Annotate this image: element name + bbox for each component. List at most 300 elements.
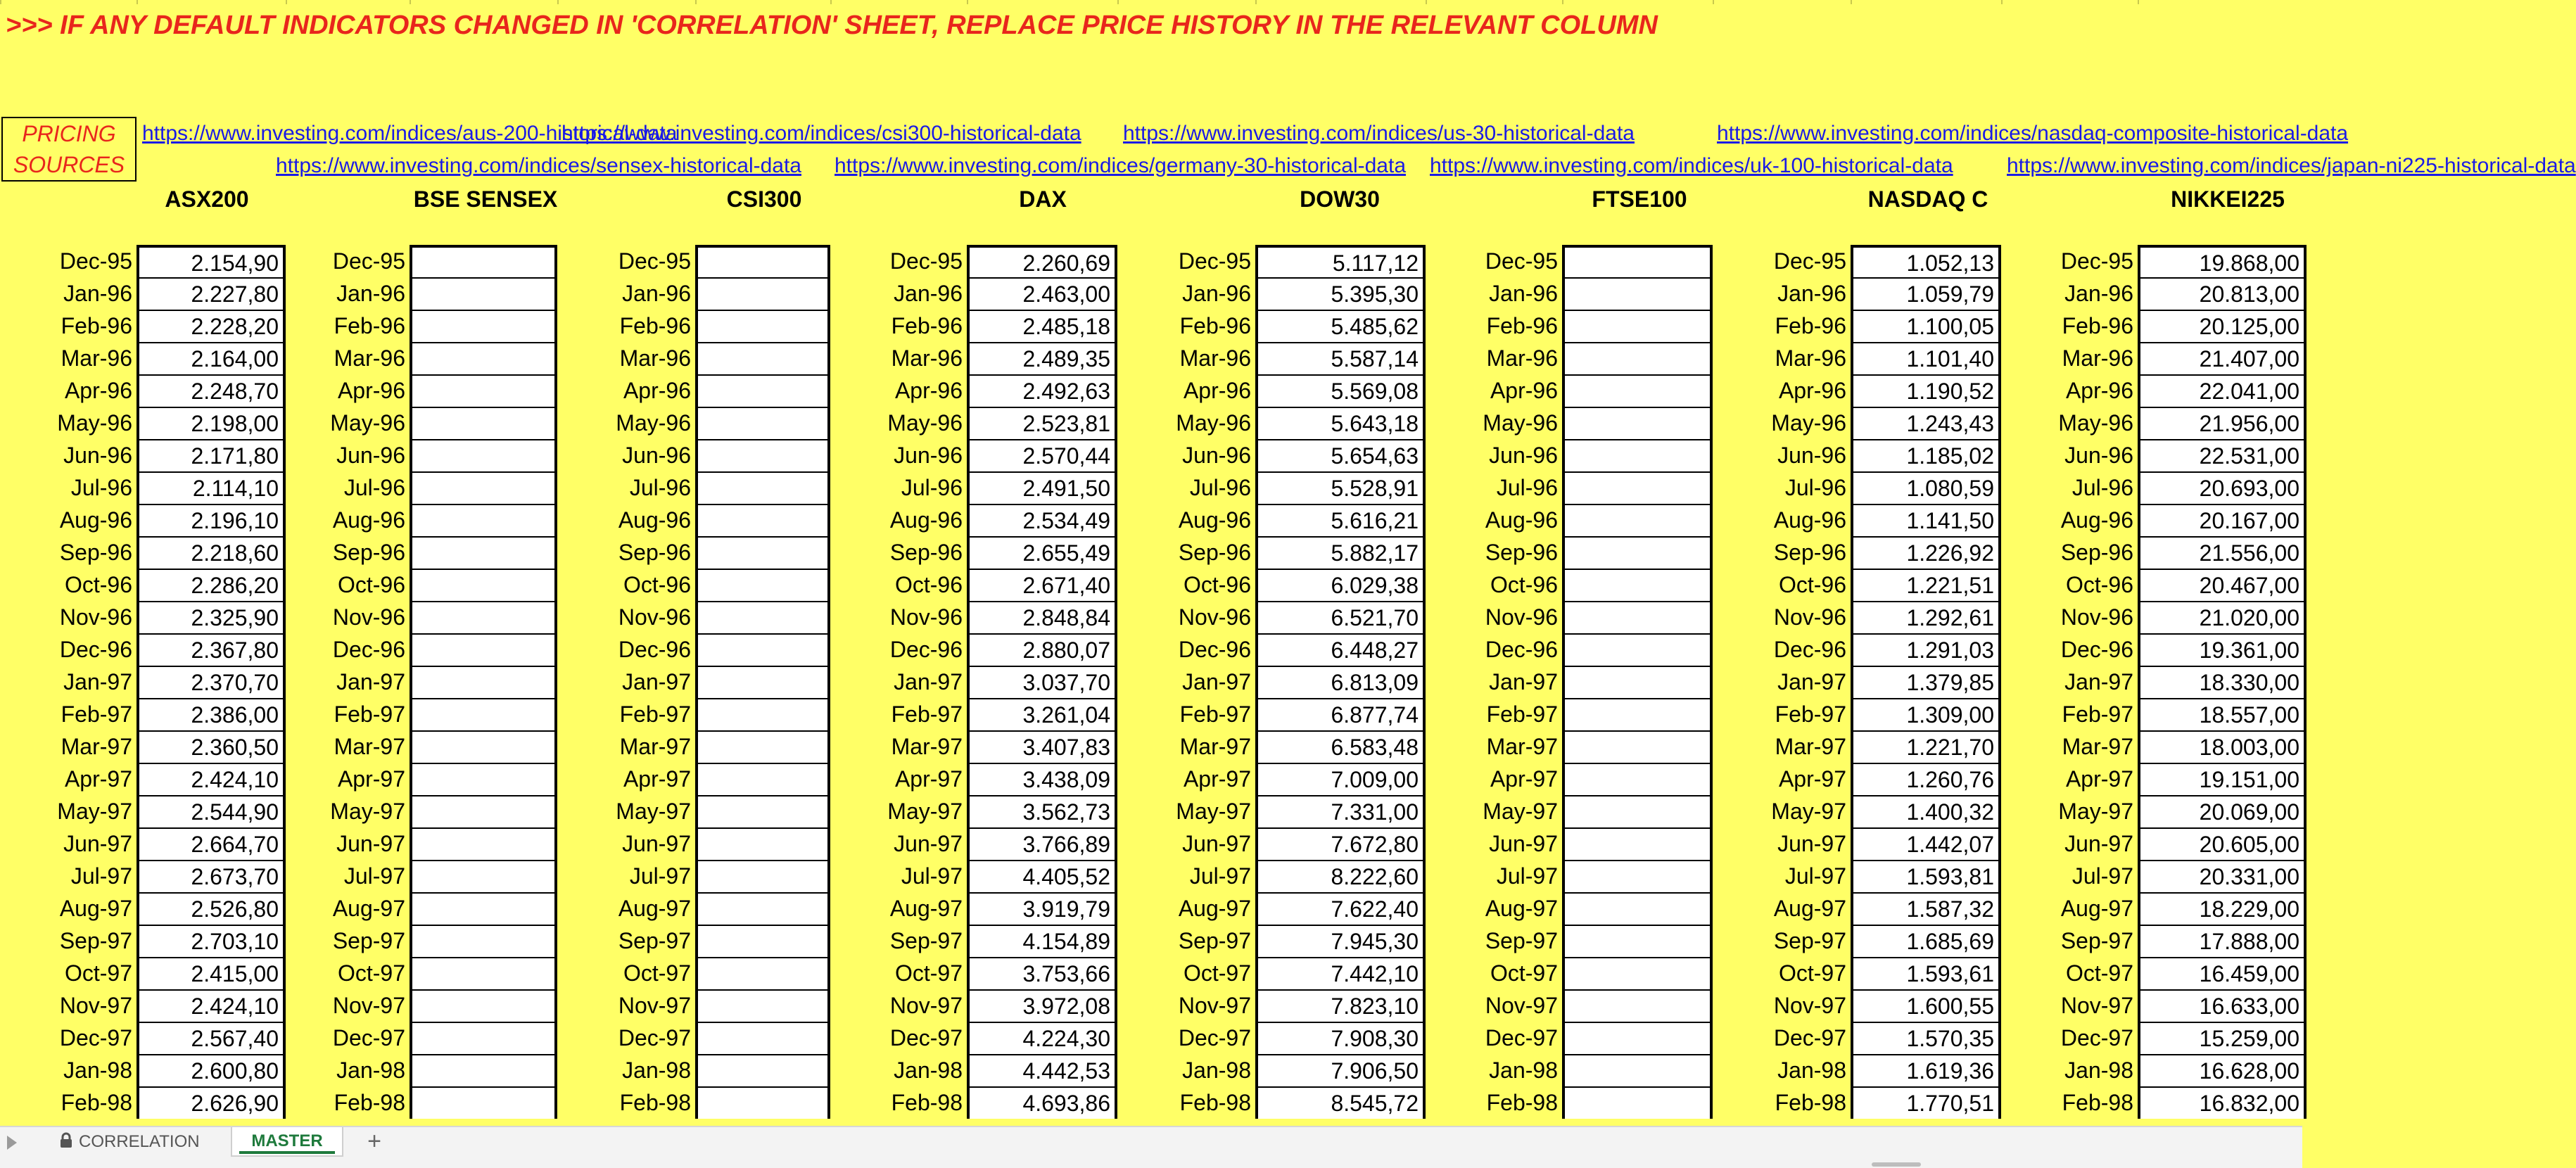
column-header-nikkei225[interactable]: NIKKEI225: [2171, 186, 2285, 212]
value-cell[interactable]: [412, 536, 554, 569]
value-cell[interactable]: [698, 407, 827, 439]
date-cell[interactable]: Jul-96: [1784, 475, 1846, 500]
value-cell[interactable]: 1.243,43: [1853, 407, 1998, 439]
date-cell[interactable]: Apr-97: [1778, 766, 1846, 792]
date-cell[interactable]: Apr-96: [894, 378, 963, 403]
value-cell[interactable]: [412, 342, 554, 374]
date-cell[interactable]: Jul-97: [901, 863, 963, 889]
value-cell[interactable]: 22.041,00: [2140, 374, 2304, 407]
value-cell[interactable]: [412, 925, 554, 957]
date-cell[interactable]: May-97: [1771, 799, 1846, 824]
value-cell[interactable]: 8.545,72: [1258, 1086, 1423, 1119]
value-cell[interactable]: 4.154,89: [970, 925, 1115, 957]
date-cell[interactable]: Jul-97: [343, 863, 405, 889]
value-cell[interactable]: 2.360,50: [139, 730, 283, 763]
date-cell[interactable]: Dec-96: [889, 637, 963, 662]
link-nikkei225[interactable]: https://www.investing.com/indices/japan-ni225-historical-data: [2007, 154, 2576, 177]
value-cell[interactable]: 1.080,59: [1853, 471, 1998, 504]
date-cell[interactable]: Jun-96: [1777, 443, 1846, 468]
date-cell[interactable]: Sep-96: [1178, 540, 1251, 565]
date-cell[interactable]: Dec-97: [332, 1025, 405, 1050]
value-cell[interactable]: 5.485,62: [1258, 310, 1423, 342]
date-cell[interactable]: Jun-96: [63, 443, 132, 468]
value-cell[interactable]: 2.485,18: [970, 310, 1115, 342]
date-cell[interactable]: Jul-96: [1189, 475, 1251, 500]
date-cell[interactable]: Feb-96: [891, 313, 963, 338]
date-cell[interactable]: Dec-96: [1178, 637, 1251, 662]
value-cell[interactable]: [1565, 892, 1710, 925]
value-cell[interactable]: [412, 827, 554, 860]
value-cell[interactable]: 1.226,92: [1853, 536, 1998, 569]
value-cell[interactable]: [412, 407, 554, 439]
date-cell[interactable]: Jun-97: [622, 831, 691, 856]
value-cell[interactable]: 4.224,30: [970, 1022, 1115, 1054]
date-cell[interactable]: Jan-98: [894, 1058, 963, 1083]
value-cell[interactable]: 2.491,50: [970, 471, 1115, 504]
value-cell[interactable]: 7.908,30: [1258, 1022, 1423, 1054]
value-cell[interactable]: [1565, 1054, 1710, 1086]
date-cell[interactable]: Feb-97: [891, 702, 963, 727]
date-cell[interactable]: Oct-97: [2065, 960, 2133, 986]
date-cell[interactable]: Feb-97: [1775, 702, 1846, 727]
date-cell[interactable]: Dec-95: [618, 248, 691, 274]
column-header-asx200[interactable]: ASX200: [165, 186, 249, 212]
value-cell[interactable]: [698, 277, 827, 310]
value-cell[interactable]: 18.330,00: [2140, 666, 2304, 698]
date-cell[interactable]: Apr-97: [623, 766, 691, 792]
date-cell[interactable]: Apr-96: [2065, 378, 2133, 403]
value-cell[interactable]: 16.459,00: [2140, 957, 2304, 989]
date-cell[interactable]: Oct-97: [64, 960, 132, 986]
value-cell[interactable]: [1565, 601, 1710, 633]
date-cell[interactable]: Sep-97: [618, 928, 691, 953]
value-cell[interactable]: 6.029,38: [1258, 569, 1423, 601]
date-cell[interactable]: Sep-97: [1773, 928, 1846, 953]
date-cell[interactable]: Dec-97: [1485, 1025, 1558, 1050]
value-cell[interactable]: [698, 536, 827, 569]
date-cell[interactable]: May-97: [330, 799, 405, 824]
date-cell[interactable]: Nov-96: [618, 604, 691, 630]
value-cell[interactable]: [698, 310, 827, 342]
value-cell[interactable]: 1.309,00: [1853, 698, 1998, 730]
value-cell[interactable]: 4.405,52: [970, 860, 1115, 892]
date-cell[interactable]: Oct-96: [1778, 572, 1846, 597]
value-cell[interactable]: 2.424,10: [139, 989, 283, 1022]
date-cell[interactable]: Aug-96: [618, 507, 691, 533]
link-dow30[interactable]: https://www.investing.com/indices/us-30-historical-data: [1123, 122, 1635, 145]
date-cell[interactable]: Sep-97: [332, 928, 405, 953]
date-cell[interactable]: Jan-98: [336, 1058, 405, 1083]
date-cell[interactable]: Mar-96: [619, 345, 691, 371]
value-cell[interactable]: [698, 342, 827, 374]
date-cell[interactable]: Jan-96: [1182, 281, 1251, 306]
date-cell[interactable]: May-97: [616, 799, 691, 824]
value-cell[interactable]: 5.654,63: [1258, 439, 1423, 471]
value-cell[interactable]: [1565, 277, 1710, 310]
date-cell[interactable]: Apr-96: [623, 378, 691, 403]
date-cell[interactable]: Apr-97: [2065, 766, 2133, 792]
date-cell[interactable]: Feb-98: [1486, 1090, 1558, 1115]
date-cell[interactable]: Mar-96: [1775, 345, 1846, 371]
value-cell[interactable]: [412, 1054, 554, 1086]
value-cell[interactable]: 6.877,74: [1258, 698, 1423, 730]
value-cell[interactable]: [1565, 1022, 1710, 1054]
date-cell[interactable]: Dec-95: [1773, 248, 1846, 274]
value-cell[interactable]: [412, 277, 554, 310]
value-cell[interactable]: 21.556,00: [2140, 536, 2304, 569]
date-cell[interactable]: Mar-96: [61, 345, 132, 371]
date-cell[interactable]: Sep-97: [2060, 928, 2133, 953]
date-cell[interactable]: Dec-95: [2060, 248, 2133, 274]
date-cell[interactable]: Oct-96: [64, 572, 132, 597]
date-cell[interactable]: Jan-96: [1777, 281, 1846, 306]
value-cell[interactable]: [412, 892, 554, 925]
value-cell[interactable]: [698, 633, 827, 666]
link-nasdaq[interactable]: https://www.investing.com/indices/nasdaq-composite-historical-data: [1717, 122, 2349, 145]
value-cell[interactable]: [698, 860, 827, 892]
date-cell[interactable]: Dec-95: [1485, 248, 1558, 274]
date-cell[interactable]: Apr-97: [64, 766, 132, 792]
date-cell[interactable]: Mar-97: [1486, 734, 1558, 759]
value-cell[interactable]: 1.570,35: [1853, 1022, 1998, 1054]
value-cell[interactable]: [698, 827, 827, 860]
date-cell[interactable]: Jan-96: [2064, 281, 2133, 306]
date-cell[interactable]: Oct-97: [623, 960, 691, 986]
date-cell[interactable]: Nov-96: [889, 604, 963, 630]
date-cell[interactable]: Nov-96: [59, 604, 132, 630]
date-cell[interactable]: Feb-96: [619, 313, 691, 338]
date-cell[interactable]: Mar-96: [891, 345, 963, 371]
date-cell[interactable]: Dec-97: [889, 1025, 963, 1050]
value-cell[interactable]: 2.196,10: [139, 504, 283, 536]
date-cell[interactable]: May-96: [887, 410, 963, 436]
date-cell[interactable]: Aug-96: [1485, 507, 1558, 533]
date-cell[interactable]: Sep-96: [332, 540, 405, 565]
date-cell[interactable]: Jul-97: [70, 863, 132, 889]
date-cell[interactable]: Oct-97: [337, 960, 405, 986]
value-cell[interactable]: 1.052,13: [1853, 245, 1998, 277]
value-cell[interactable]: [412, 989, 554, 1022]
date-cell[interactable]: May-96: [57, 410, 132, 436]
value-cell[interactable]: 16.628,00: [2140, 1054, 2304, 1086]
value-cell[interactable]: 2.626,90: [139, 1086, 283, 1119]
value-cell[interactable]: [698, 471, 827, 504]
value-cell[interactable]: 5.587,14: [1258, 342, 1423, 374]
value-cell[interactable]: 6.583,48: [1258, 730, 1423, 763]
date-cell[interactable]: Jan-98: [63, 1058, 132, 1083]
value-cell[interactable]: 1.221,51: [1853, 569, 1998, 601]
date-cell[interactable]: Oct-96: [1183, 572, 1251, 597]
value-cell[interactable]: 2.570,44: [970, 439, 1115, 471]
date-cell[interactable]: Jul-96: [2071, 475, 2133, 500]
date-cell[interactable]: Jan-97: [63, 669, 132, 694]
value-cell[interactable]: 2.523,81: [970, 407, 1115, 439]
date-cell[interactable]: Sep-96: [889, 540, 963, 565]
date-cell[interactable]: Jul-96: [343, 475, 405, 500]
value-cell[interactable]: 7.906,50: [1258, 1054, 1423, 1086]
date-cell[interactable]: May-96: [616, 410, 691, 436]
value-cell[interactable]: 1.770,51: [1853, 1086, 1998, 1119]
value-cell[interactable]: 21.020,00: [2140, 601, 2304, 633]
date-cell[interactable]: May-97: [887, 799, 963, 824]
value-cell[interactable]: 2.655,49: [970, 536, 1115, 569]
value-cell[interactable]: 20.331,00: [2140, 860, 2304, 892]
value-cell[interactable]: 18.557,00: [2140, 698, 2304, 730]
value-cell[interactable]: 7.009,00: [1258, 763, 1423, 795]
value-cell[interactable]: 8.222,60: [1258, 860, 1423, 892]
value-cell[interactable]: 2.664,70: [139, 827, 283, 860]
date-cell[interactable]: Apr-96: [64, 378, 132, 403]
value-cell[interactable]: 1.593,81: [1853, 860, 1998, 892]
date-cell[interactable]: Jan-96: [622, 281, 691, 306]
date-cell[interactable]: Nov-97: [1178, 993, 1251, 1018]
date-cell[interactable]: Apr-97: [1490, 766, 1558, 792]
date-cell[interactable]: Mar-97: [891, 734, 963, 759]
date-cell[interactable]: Oct-96: [337, 572, 405, 597]
date-cell[interactable]: Jan-98: [2064, 1058, 2133, 1083]
date-cell[interactable]: Aug-97: [332, 896, 405, 921]
value-cell[interactable]: 19.868,00: [2140, 245, 2304, 277]
link-ftse100[interactable]: https://www.investing.com/indices/uk-100-historical-data: [1430, 154, 1953, 177]
date-cell[interactable]: Jul-97: [1496, 863, 1558, 889]
tab-master[interactable]: MASTER: [231, 1127, 343, 1157]
date-cell[interactable]: Nov-96: [2060, 604, 2133, 630]
date-cell[interactable]: Jun-97: [1489, 831, 1558, 856]
date-cell[interactable]: May-97: [1483, 799, 1558, 824]
date-cell[interactable]: Feb-98: [619, 1090, 691, 1115]
date-cell[interactable]: Nov-97: [1773, 993, 1846, 1018]
date-cell[interactable]: Jun-97: [1182, 831, 1251, 856]
value-cell[interactable]: 2.228,20: [139, 310, 283, 342]
value-cell[interactable]: [698, 245, 827, 277]
value-cell[interactable]: 20.467,00: [2140, 569, 2304, 601]
value-cell[interactable]: 2.248,70: [139, 374, 283, 407]
value-cell[interactable]: 2.424,10: [139, 763, 283, 795]
date-cell[interactable]: Apr-96: [337, 378, 405, 403]
date-cell[interactable]: Jun-97: [336, 831, 405, 856]
value-cell[interactable]: [1565, 374, 1710, 407]
value-cell[interactable]: 2.567,40: [139, 1022, 283, 1054]
value-cell[interactable]: [1565, 310, 1710, 342]
date-cell[interactable]: Aug-96: [59, 507, 132, 533]
value-cell[interactable]: 1.442,07: [1853, 827, 1998, 860]
value-cell[interactable]: [1565, 925, 1710, 957]
value-cell[interactable]: 5.117,12: [1258, 245, 1423, 277]
date-cell[interactable]: Apr-96: [1490, 378, 1558, 403]
date-cell[interactable]: Dec-97: [618, 1025, 691, 1050]
link-csi300[interactable]: https://www.investing.com/indices/csi300-historical-data: [561, 122, 1081, 145]
value-cell[interactable]: 19.361,00: [2140, 633, 2304, 666]
date-cell[interactable]: Oct-97: [1778, 960, 1846, 986]
date-cell[interactable]: Dec-95: [59, 248, 132, 274]
date-cell[interactable]: Dec-96: [1485, 637, 1558, 662]
date-cell[interactable]: Jun-96: [2064, 443, 2133, 468]
value-cell[interactable]: 22.531,00: [2140, 439, 2304, 471]
value-cell[interactable]: [412, 439, 554, 471]
column-header-dow30[interactable]: DOW30: [1300, 186, 1380, 212]
value-cell[interactable]: 5.882,17: [1258, 536, 1423, 569]
date-cell[interactable]: Aug-97: [1773, 896, 1846, 921]
date-cell[interactable]: Nov-96: [332, 604, 405, 630]
value-cell[interactable]: [412, 957, 554, 989]
value-cell[interactable]: 2.534,49: [970, 504, 1115, 536]
date-cell[interactable]: Jun-97: [1777, 831, 1846, 856]
value-cell[interactable]: 20.069,00: [2140, 795, 2304, 827]
value-cell[interactable]: 6.448,27: [1258, 633, 1423, 666]
date-cell[interactable]: Feb-97: [619, 702, 691, 727]
value-cell[interactable]: 17.888,00: [2140, 925, 2304, 957]
value-cell[interactable]: [1565, 957, 1710, 989]
value-cell[interactable]: 1.600,55: [1853, 989, 1998, 1022]
value-cell[interactable]: 1.291,03: [1853, 633, 1998, 666]
value-cell[interactable]: 1.059,79: [1853, 277, 1998, 310]
value-cell[interactable]: 1.100,05: [1853, 310, 1998, 342]
date-cell[interactable]: Jan-97: [1489, 669, 1558, 694]
date-cell[interactable]: Jan-97: [2064, 669, 2133, 694]
date-cell[interactable]: Jul-97: [629, 863, 691, 889]
value-cell[interactable]: 20.167,00: [2140, 504, 2304, 536]
date-cell[interactable]: May-96: [1483, 410, 1558, 436]
value-cell[interactable]: 2.367,80: [139, 633, 283, 666]
value-cell[interactable]: 2.386,00: [139, 698, 283, 730]
date-cell[interactable]: Aug-96: [889, 507, 963, 533]
value-cell[interactable]: [412, 698, 554, 730]
value-cell[interactable]: [412, 666, 554, 698]
value-cell[interactable]: 3.972,08: [970, 989, 1115, 1022]
date-cell[interactable]: Jul-96: [1496, 475, 1558, 500]
value-cell[interactable]: 20.605,00: [2140, 827, 2304, 860]
value-cell[interactable]: 16.832,00: [2140, 1086, 2304, 1119]
date-cell[interactable]: Dec-95: [1178, 248, 1251, 274]
value-cell[interactable]: [412, 1086, 554, 1119]
date-cell[interactable]: Sep-97: [1485, 928, 1558, 953]
date-cell[interactable]: Feb-98: [2062, 1090, 2133, 1115]
date-cell[interactable]: Feb-97: [1179, 702, 1251, 727]
value-cell[interactable]: 18.003,00: [2140, 730, 2304, 763]
value-cell[interactable]: 2.171,80: [139, 439, 283, 471]
date-cell[interactable]: Aug-97: [1178, 896, 1251, 921]
link-asx200[interactable]: https://www.investing.com/indices/aus-200-historical-data: [142, 122, 678, 145]
value-cell[interactable]: 2.415,00: [139, 957, 283, 989]
date-cell[interactable]: Nov-97: [618, 993, 691, 1018]
value-cell[interactable]: [1565, 1086, 1710, 1119]
date-cell[interactable]: Sep-96: [618, 540, 691, 565]
value-cell[interactable]: [412, 633, 554, 666]
date-cell[interactable]: Jul-97: [1189, 863, 1251, 889]
date-cell[interactable]: Apr-96: [1778, 378, 1846, 403]
column-header-dax[interactable]: DAX: [1019, 186, 1067, 212]
value-cell[interactable]: [698, 1086, 827, 1119]
value-cell[interactable]: 1.190,52: [1853, 374, 1998, 407]
value-cell[interactable]: 2.325,90: [139, 601, 283, 633]
date-cell[interactable]: Mar-96: [334, 345, 405, 371]
date-cell[interactable]: Feb-97: [61, 702, 132, 727]
date-cell[interactable]: Jan-97: [894, 669, 963, 694]
date-cell[interactable]: Aug-96: [1773, 507, 1846, 533]
date-cell[interactable]: Sep-96: [59, 540, 132, 565]
value-cell[interactable]: 2.164,00: [139, 342, 283, 374]
value-cell[interactable]: 20.813,00: [2140, 277, 2304, 310]
date-cell[interactable]: Oct-96: [2065, 572, 2133, 597]
value-cell[interactable]: 7.823,10: [1258, 989, 1423, 1022]
value-cell[interactable]: [412, 763, 554, 795]
date-cell[interactable]: Jun-96: [336, 443, 405, 468]
value-cell[interactable]: 21.956,00: [2140, 407, 2304, 439]
date-cell[interactable]: Jul-96: [70, 475, 132, 500]
value-cell[interactable]: 5.395,30: [1258, 277, 1423, 310]
date-cell[interactable]: Oct-96: [894, 572, 963, 597]
date-cell[interactable]: Feb-96: [1775, 313, 1846, 338]
value-cell[interactable]: 2.154,90: [139, 245, 283, 277]
value-cell[interactable]: [412, 569, 554, 601]
value-cell[interactable]: 3.037,70: [970, 666, 1115, 698]
date-cell[interactable]: Jul-96: [629, 475, 691, 500]
value-cell[interactable]: 3.438,09: [970, 763, 1115, 795]
date-cell[interactable]: Mar-97: [619, 734, 691, 759]
date-cell[interactable]: Apr-97: [1183, 766, 1251, 792]
date-cell[interactable]: Dec-96: [1773, 637, 1846, 662]
value-cell[interactable]: [1565, 827, 1710, 860]
date-cell[interactable]: Aug-96: [1178, 507, 1251, 533]
column-header-bse-sensex[interactable]: BSE SENSEX: [413, 186, 558, 212]
link-dax[interactable]: https://www.investing.com/indices/germany-30-historical-data: [835, 154, 1407, 177]
date-cell[interactable]: Oct-97: [1183, 960, 1251, 986]
date-cell[interactable]: Sep-96: [2060, 540, 2133, 565]
value-cell[interactable]: 1.619,36: [1853, 1054, 1998, 1086]
value-cell[interactable]: 2.544,90: [139, 795, 283, 827]
value-cell[interactable]: [412, 504, 554, 536]
date-cell[interactable]: Feb-98: [1775, 1090, 1846, 1115]
value-cell[interactable]: [698, 925, 827, 957]
horizontal-scrollbar[interactable]: [1872, 1162, 1921, 1167]
value-cell[interactable]: [1565, 245, 1710, 277]
value-cell[interactable]: 3.407,83: [970, 730, 1115, 763]
date-cell[interactable]: Jan-96: [63, 281, 132, 306]
date-cell[interactable]: Jun-97: [894, 831, 963, 856]
date-cell[interactable]: Feb-96: [1486, 313, 1558, 338]
date-cell[interactable]: Mar-97: [2062, 734, 2133, 759]
date-cell[interactable]: Feb-96: [1179, 313, 1251, 338]
value-cell[interactable]: 2.671,40: [970, 569, 1115, 601]
date-cell[interactable]: Feb-96: [334, 313, 405, 338]
value-cell[interactable]: 1.221,70: [1853, 730, 1998, 763]
date-cell[interactable]: Feb-96: [61, 313, 132, 338]
date-cell[interactable]: Feb-97: [334, 702, 405, 727]
value-cell[interactable]: 3.562,73: [970, 795, 1115, 827]
date-cell[interactable]: Dec-97: [59, 1025, 132, 1050]
value-cell[interactable]: [1565, 860, 1710, 892]
date-cell[interactable]: Aug-96: [2060, 507, 2133, 533]
date-cell[interactable]: Apr-96: [1183, 378, 1251, 403]
date-cell[interactable]: Sep-97: [889, 928, 963, 953]
column-header-ftse100[interactable]: FTSE100: [1592, 186, 1687, 212]
value-cell[interactable]: 2.463,00: [970, 277, 1115, 310]
add-sheet-icon[interactable]: +: [367, 1128, 381, 1155]
value-cell[interactable]: [698, 666, 827, 698]
value-cell[interactable]: [1565, 407, 1710, 439]
instruction-banner[interactable]: >>> IF ANY DEFAULT INDICATORS CHANGED IN 'CORRELATION' SHEET, REPLACE PRICE HISTORY IN THE RELEVANT COLUMN: [6, 11, 1658, 40]
value-cell[interactable]: 16.633,00: [2140, 989, 2304, 1022]
date-cell[interactable]: Jul-96: [901, 475, 963, 500]
date-cell[interactable]: Dec-97: [2060, 1025, 2133, 1050]
value-cell[interactable]: [698, 957, 827, 989]
value-cell[interactable]: 7.672,80: [1258, 827, 1423, 860]
date-cell[interactable]: Mar-97: [61, 734, 132, 759]
value-cell[interactable]: 4.442,53: [970, 1054, 1115, 1086]
value-cell[interactable]: 2.218,60: [139, 536, 283, 569]
value-cell[interactable]: 2.198,00: [139, 407, 283, 439]
value-cell[interactable]: 2.600,80: [139, 1054, 283, 1086]
